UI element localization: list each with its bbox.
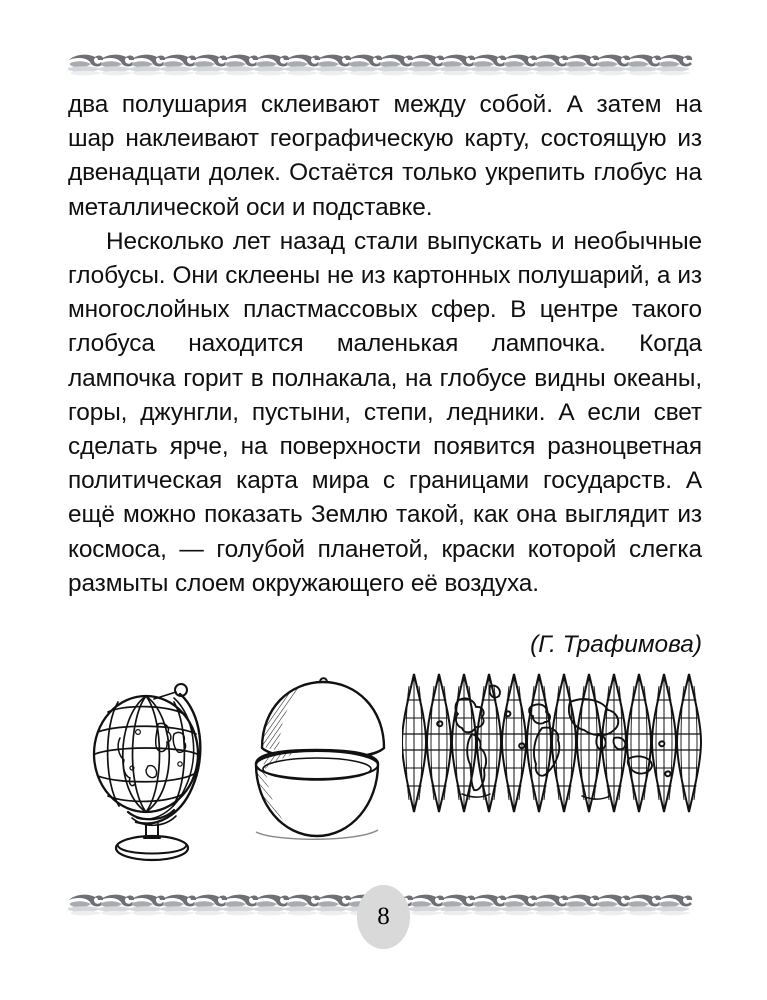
page-number-badge bbox=[357, 885, 410, 949]
page-number-value: 8 bbox=[377, 903, 390, 930]
article-body bbox=[68, 88, 702, 601]
author-attribution: (Г. Трафимова) bbox=[530, 631, 702, 658]
globe-on-stand-illustration bbox=[88, 672, 218, 862]
map-gores-illustration bbox=[402, 672, 702, 817]
paragraph-2: Несколько лет назад стали выпускать и необычные глобусы. Они склеены не из картонных полушарий, а из многослойных пластмассовых сфер. В центре такого глобуса находится маленькая лампочка. Когда лампочка горит в полнакала, на глобусе видны океаны, горы, джунгли, пустыни, степи, ледники. А если свет сделать ярче, на поверхности появится разноцветная политическая карта мира с границами государств. А ещё можно показать Землю такой, как она выглядит из космоса, — голубой планетой, краски которой слегка размыты слоем окружающего её воздуха. bbox=[68, 227, 702, 597]
sphere-halves-illustration bbox=[250, 672, 395, 852]
illustration-row bbox=[68, 672, 702, 862]
map-gores-icon bbox=[402, 672, 702, 817]
top-ornament-band bbox=[68, 48, 700, 82]
wave-scroll-ornament-icon bbox=[68, 48, 700, 82]
globe-on-stand-icon bbox=[88, 672, 218, 862]
paragraph-1: два полушария склеивают между собой. А затем на шар наклеивают географическую карту, состоящую из двенадцати долек. Остаётся только укрепить глобус на металлической оси и подставке. bbox=[68, 91, 702, 221]
sphere-halves-icon bbox=[250, 672, 395, 852]
